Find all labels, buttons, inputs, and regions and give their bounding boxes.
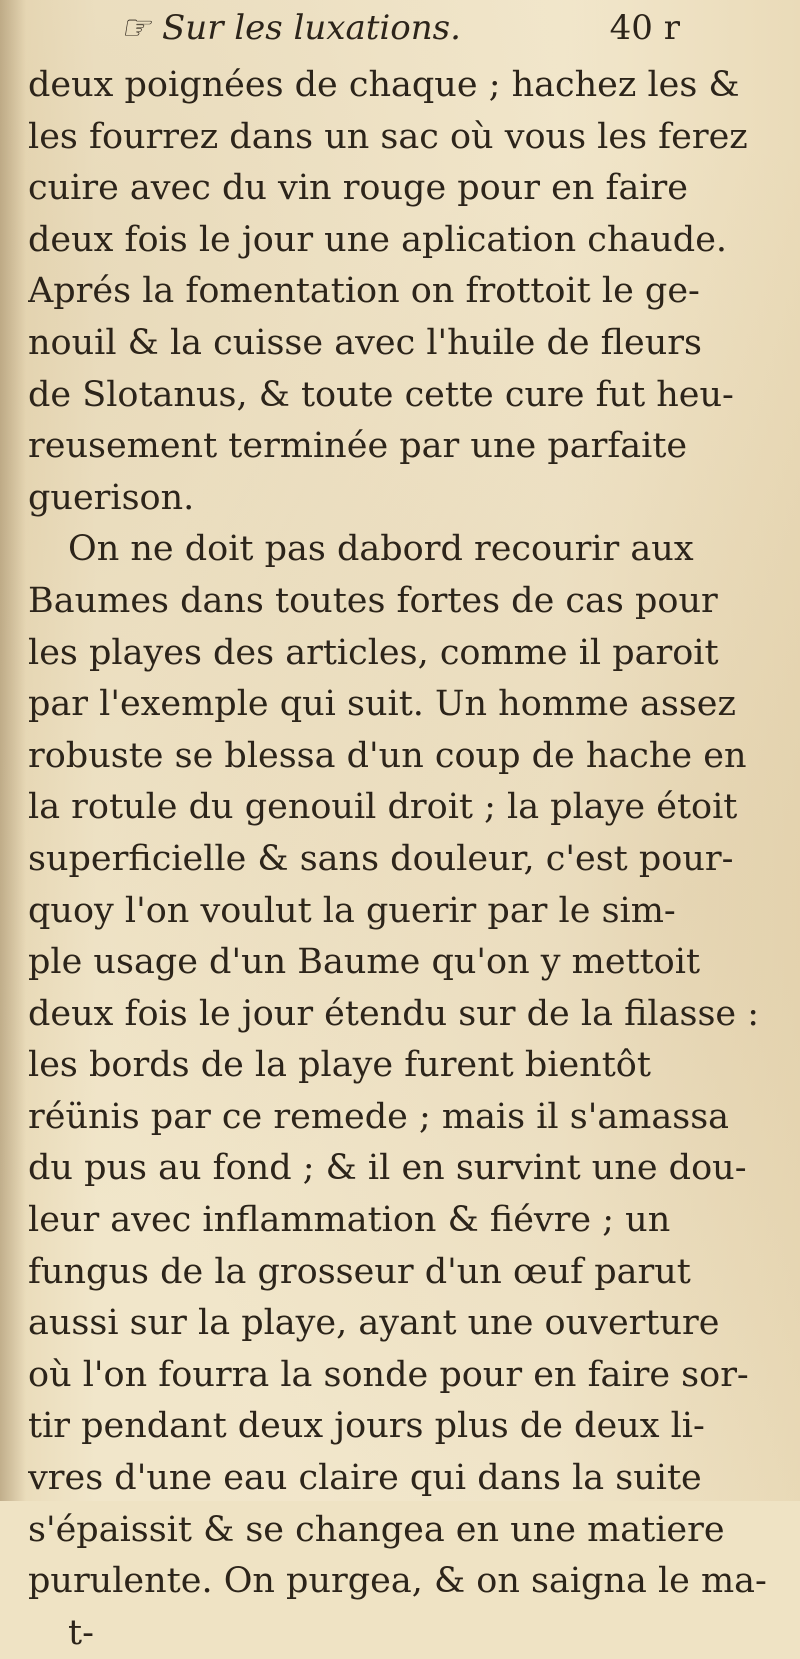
text-line: la rotule du genouil droit ; la playe étoit bbox=[28, 787, 738, 828]
text-line: deux fois le jour une aplication chaude. bbox=[28, 219, 728, 260]
text-line: guerison. bbox=[28, 477, 195, 518]
text-line: purulente. On purgea, & on saigna le ma- bbox=[28, 1561, 767, 1602]
text-line: du pus au fond ; & il en survint une dou- bbox=[28, 1148, 747, 1189]
text-line: reusement terminée par une parfaite bbox=[28, 426, 688, 467]
text-line: Aprés la fomentation on frottoit le ge- bbox=[28, 271, 700, 312]
text-line: nouil & la cuisse avec l'huile de fleurs bbox=[28, 322, 702, 363]
text-line: réünis par ce remede ; mais il s'amassa bbox=[28, 1096, 730, 1137]
manicule-mark: ☞ bbox=[120, 8, 151, 48]
text-line: deux poignées de chaque ; hachez les & bbox=[28, 65, 740, 105]
text-line: les fourrez dans un sac où vous les ferez bbox=[28, 116, 748, 157]
text-line: deux fois le jour étendu sur de la filasse : bbox=[28, 993, 760, 1034]
text-line: vres d'une eau claire qui dans la suite bbox=[28, 1458, 702, 1499]
page-number: 40 r bbox=[609, 8, 680, 48]
running-head bbox=[120, 8, 680, 52]
text-line: Baumes dans toutes fortes de cas pour bbox=[28, 580, 718, 621]
catchword-line: t- bbox=[68, 1612, 94, 1653]
text-line: superficielle & sans douleur, c'est pour- bbox=[28, 838, 734, 879]
text-line: leur avec inflammation & fiévre ; un bbox=[28, 1200, 671, 1241]
paragraph-start-line: On ne doit pas dabord recourir aux bbox=[68, 529, 694, 570]
text-line: cuire avec du vin rouge pour en faire bbox=[28, 168, 688, 209]
text-line: aussi sur la playe, ayant une ouverture bbox=[28, 1303, 720, 1344]
text-line: tir pendant deux jours plus de deux li- bbox=[28, 1406, 705, 1447]
text-line: les playes des articles, comme il paroit bbox=[28, 632, 719, 673]
text-line: par l'exemple qui suit. Un homme assez bbox=[28, 684, 736, 725]
spine-shadow bbox=[0, 0, 26, 1501]
text-line: quoy l'on voulut la guerir par le sim- bbox=[28, 890, 676, 931]
text-line: fungus de la grosseur d'un œuf parut bbox=[28, 1251, 691, 1292]
body-text bbox=[28, 60, 768, 1659]
text-line: s'épaissit & se changea en une matiere bbox=[28, 1509, 725, 1550]
running-head-title: Sur les luxations. bbox=[162, 8, 461, 48]
text-line: robuste se blessa d'un coup de hache en bbox=[28, 735, 747, 776]
text-line: les bords de la playe furent bientôt bbox=[28, 1045, 651, 1086]
text-line: où l'on fourra la sonde pour en faire sor- bbox=[28, 1354, 749, 1395]
text-line: ple usage d'un Baume qu'on y mettoit bbox=[28, 942, 701, 983]
text-line: de Slotanus, & toute cette cure fut heu- bbox=[28, 374, 734, 415]
